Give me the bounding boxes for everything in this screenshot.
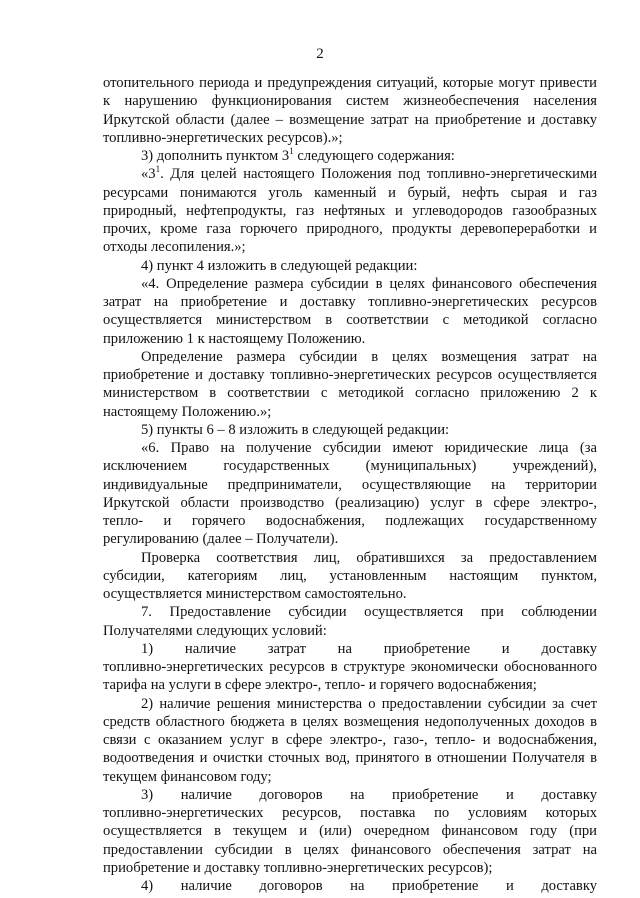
text-line: 4) наличие договоров на приобретение и доставку: [141, 878, 597, 894]
text-line: ресурсами понимаются уголь каменный и бурый, нефть сырая и газ: [103, 184, 597, 201]
text-line: 1) наличие затрат на приобретение и доставку: [141, 640, 597, 657]
text-segment: следующего содержания:: [293, 148, 455, 164]
text-line: Иркутской области (далее – возмещение затрат на приобретение и доставку: [103, 111, 597, 128]
text-line: текущем финансовом году;: [103, 768, 272, 785]
text-line: исключением государственных (муниципальных) учреждений),: [103, 458, 597, 475]
text-line: затрат на приобретение и доставку топливно-энергетических ресурсов: [103, 294, 597, 310]
text-line: 3) наличие договоров на приобретение и доставку: [141, 786, 597, 803]
text-line: осуществляется министерством самостоятельно.: [103, 586, 407, 602]
text-line: осуществляется министерством в соответствии с методикой согласно: [103, 312, 597, 329]
text-line: Иркутской области производство (реализацию) услуг в сфере электро-,: [103, 494, 597, 511]
text-line: приложению 1 к настоящему Положению.: [103, 330, 366, 347]
text-line: средств областного бюджета в целях возмещения недополученных доходов в: [103, 713, 597, 730]
text-line: предоставлении субсидии в целях финансового обеспечения затрат на: [103, 841, 597, 858]
text-line: индивидуальные предприниматели, осуществляющие на территории: [103, 476, 597, 493]
text-line: Получателями следующих условий:: [103, 622, 327, 639]
page-number: 2: [316, 46, 324, 62]
text-line: осуществляется в текущем и (или) очередном финансовом году (при: [103, 823, 597, 840]
text-line: настоящему Положению.»;: [103, 403, 272, 420]
text-line: прочих, кроме газа горючего природного, продукты деревопереработки и: [103, 221, 597, 237]
text-line: природный, нефтепродукты, газ нефтяных и углеводородов газообразных: [103, 202, 597, 219]
text-line: «6. Право на получение субсидии имеют юридические лица (за: [141, 440, 597, 456]
document-body: [103, 74, 597, 895]
superscript: 1: [155, 164, 161, 175]
text-line: 2) наличие решения министерства о предоставлении субсидии за счет: [141, 695, 597, 712]
text-line: регулированию (далее – Получатели).: [103, 531, 339, 548]
text-segment: 3) дополнить пунктом 3: [141, 148, 290, 164]
text-line: к нарушению функционирования систем жизнеобеспечения населения: [103, 93, 597, 110]
text-segment: «3: [141, 166, 156, 183]
text-line: отходы лесопиления.»;: [103, 239, 246, 256]
text-line: связи с оказанием услуг в сфере электро-, газо-, тепло- и водоснабжения,: [103, 732, 597, 748]
text-line: тарифа на услуги в сфере электро-, тепло- и горячего водоснабжения;: [103, 677, 537, 694]
text-segment: . Для целей настоящего Положения под топливно-энергетическими: [160, 166, 597, 183]
text-line: водоотведения и очистки сточных вод, принятого в отношении Получателя в: [103, 750, 597, 767]
superscript: 1: [289, 146, 294, 157]
text-line: тепло- и горячего водоснабжения, подлежащих государственному: [103, 513, 597, 529]
text-line: 4) пункт 4 изложить в следующей редакции:: [141, 257, 418, 274]
text-line: приобретение и доставку топливно-энергетических ресурсов);: [103, 859, 493, 876]
text-line: [103, 147, 597, 165]
text-line: [103, 165, 597, 183]
text-line: Определение размера субсидии в целях возмещения затрат на: [141, 348, 597, 365]
text-line: субсидии, категориям лиц, установленным настоящим пунктом,: [103, 567, 597, 584]
text-line: Проверка соответствия лиц, обратившихся за предоставлением: [141, 549, 597, 566]
text-line: 7. Предоставление субсидии осуществляется при соблюдении: [141, 604, 597, 621]
text-line: 5) пункты 6 – 8 изложить в следующей редакции:: [141, 421, 450, 438]
text-line: министерством в соответствии с методикой согласно приложению 2 к: [103, 385, 597, 402]
text-line: отопительного периода и предупреждения ситуаций, которые могут привести: [103, 75, 597, 91]
text-line: «4. Определение размера субсидии в целях финансового обеспечения: [141, 275, 597, 292]
text-line: топливно-энергетических ресурсов в структуре экономически обоснованного: [103, 659, 597, 675]
text-line: топливно-энергетических ресурсов).»;: [103, 129, 343, 146]
text-line: приобретение и доставку топливно-энергетических ресурсов осуществляется: [103, 367, 597, 383]
text-line: топливно-энергетических ресурсов, поставка по условиям которых: [103, 805, 597, 821]
